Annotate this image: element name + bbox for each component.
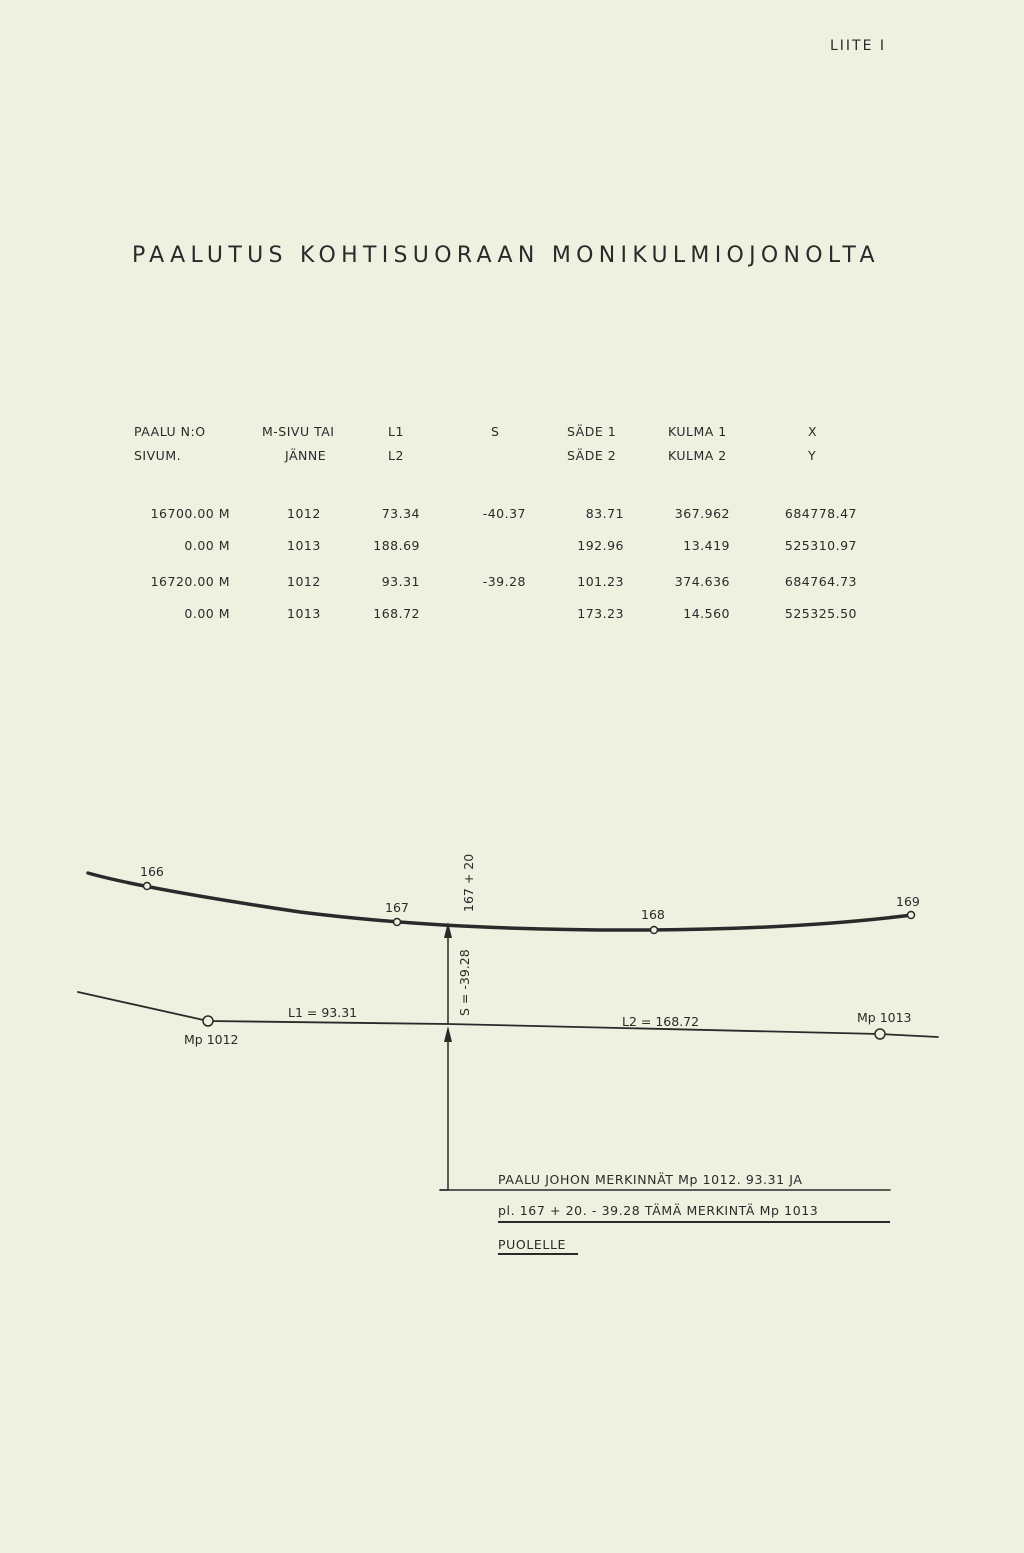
cell-kulma: 367.962 (674, 506, 730, 521)
road-centerline (88, 873, 912, 930)
polygon-line (78, 992, 938, 1037)
benchmark-1013-marker (875, 1029, 885, 1039)
note-underline (498, 1253, 578, 1255)
cell-x: 684778.47 (784, 506, 857, 521)
offset-label: S = -39.28 (457, 949, 472, 1016)
benchmark-1012-marker (203, 1016, 213, 1026)
cell-sade: 101.23 (577, 574, 624, 589)
appendix-label: LIITE I (830, 38, 887, 54)
header-kulma-1: KULMA 1 (668, 424, 727, 439)
header-msivu-1: M-SIVU TAI (262, 424, 335, 439)
header-s: S (491, 424, 500, 439)
cell-l: 188.69 (373, 538, 420, 553)
note-line-1: PAALU JOHON MERKINNÄT Mp 1012. 93.31 JA (498, 1172, 803, 1187)
header-kulma-2: KULMA 2 (668, 448, 727, 463)
cell-sade: 192.96 (577, 538, 624, 553)
station-168-marker (651, 927, 658, 934)
station-169-label: 169 (896, 894, 920, 909)
cell-s: -40.37 (482, 506, 526, 521)
cell-y: 525325.50 (784, 606, 857, 621)
header-paalu-1: PAALU N:O (134, 424, 206, 439)
header-l-1: L1 (388, 424, 404, 439)
cell-msivu: 1012 (287, 506, 321, 521)
cell-paalu: 16700.00 M (150, 506, 230, 521)
header-sade-2: SÄDE 2 (567, 448, 617, 463)
cell-msivu: 1013 (287, 538, 321, 553)
page-title: PAALUTUS KOHTISUORAAN MONIKULMIOJONOLTA (132, 243, 880, 268)
header-paalu-2: SIVUM. (134, 448, 182, 463)
cell-msivu: 1012 (287, 574, 321, 589)
station-167-marker (394, 919, 401, 926)
cell-y: 525310.97 (784, 538, 857, 553)
cell-s: -39.28 (482, 574, 526, 589)
header-sade-1: SÄDE 1 (567, 424, 617, 439)
cell-paalu: 0.00 M (184, 606, 230, 621)
l2-label: L2 = 168.72 (622, 1014, 700, 1029)
station-166-label: 166 (140, 864, 164, 879)
cell-l: 93.31 (381, 574, 420, 589)
header-y: Y (808, 448, 817, 463)
cell-msivu: 1013 (287, 606, 321, 621)
cell-l: 73.34 (381, 506, 420, 521)
stake-label: 167 + 20 (461, 853, 476, 912)
cell-l: 168.72 (373, 606, 420, 621)
mp1013-label: Mp 1013 (857, 1010, 912, 1025)
cell-x: 684764.73 (784, 574, 857, 589)
pointer-line (440, 1030, 448, 1190)
cell-paalu: 0.00 M (184, 538, 230, 553)
note-line-2: pl. 167 + 20. - 39.28 TÄMÄ MERKINTÄ Mp 1013 (498, 1203, 819, 1218)
arrow-head-icon (444, 1026, 452, 1042)
cell-kulma: 374.636 (674, 574, 730, 589)
station-166-marker (144, 883, 151, 890)
header-msivu-2: JÄNNE (285, 448, 327, 463)
header-x: X (808, 424, 818, 439)
note-line-3: PUOLELLE (498, 1237, 567, 1252)
note-underline (498, 1221, 890, 1223)
mp1012-label: Mp 1012 (184, 1032, 239, 1047)
station-168-label: 168 (641, 907, 665, 922)
cell-kulma: 13.419 (683, 538, 730, 553)
station-169-marker (908, 912, 915, 919)
cell-sade: 173.23 (577, 606, 624, 621)
cell-kulma: 14.560 (683, 606, 730, 621)
l1-label: L1 = 93.31 (288, 1005, 358, 1020)
cell-sade: 83.71 (585, 506, 624, 521)
station-167-label: 167 (385, 900, 409, 915)
cell-paalu: 16720.00 M (150, 574, 230, 589)
header-l-2: L2 (388, 448, 404, 463)
